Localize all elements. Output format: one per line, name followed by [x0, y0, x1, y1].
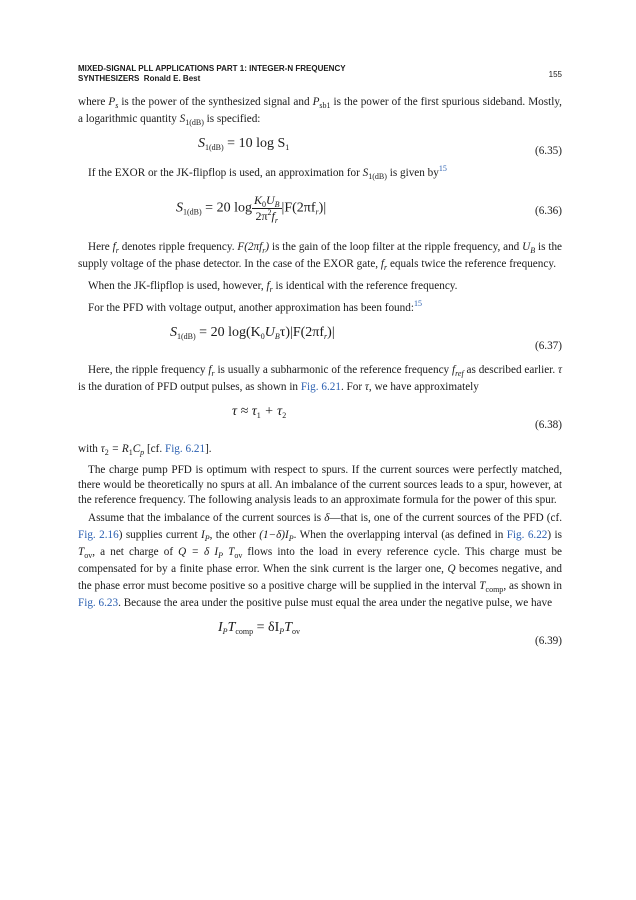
paragraph-5: For the PFD with voltage output, another approximation has been found:$^{15}$ [88, 299, 422, 314]
paragraph-2: If the EXOR or the JK-flipflop is used, an approximation for $S_{1(dB)}$ is given $by^{15}$ [88, 164, 447, 181]
page-body [78, 94, 562, 657]
equation-number: (6.37) [534, 340, 562, 352]
equation-number: (6.36) [534, 205, 562, 217]
equation-6-35: $S_{1(dB)} = 10$ $\log S_1$ (6.35) [78, 133, 562, 159]
paragraph-1: where $P_s$ is the power of the synthesized signal and $P_{sb1}$ is the power of the first spurious sideband. Mostly, a logarithmic quantity $S_{1(dB)}$ is specified: [78, 96, 562, 127]
header-title-line1: MIXED-SIGNAL PLL APPLICATIONS PART 1: INTEGER-N FREQUENCY [78, 64, 346, 73]
paragraph-8: The charge pump PFD is optimum with respect to spurs. If the current sources were perfectly matched, there would be theoretically no spurs at all. An imbalance of the current sources leads to a spur, however, at the reference frequency. The following analysis leads to an approximate formula for the power of this spur. [78, 464, 562, 506]
page-number: 155 [548, 70, 562, 79]
paragraph-7: with $\tau_2 = R_1C_p$ [cf. Fig. 6.21]. [78, 443, 212, 457]
equation-6-36: $S_{1(dB)} = 20$ log $\frac{K_0U_B}{2\pi^2f_r}$ $|F(2\pi f_r)|$ (6.36) [176, 193, 562, 225]
equation-6-38: $\tau \approx \tau_1 + \tau_2$ (6.38) [78, 401, 562, 435]
fig-6-21-link[interactable]: Fig. 6.21 [300, 381, 341, 393]
paragraph-9: Assume that the imbalance of the current sources is δ—that is, one of the current sources of the PFD (cf. Fig. 2.16) supplies current $I_P$, the other $(1-\delta)I_P$. When the overlapping interval (as defined in Fig. 6.22) is $T_{ov}$, a net charge of Q = δ $I_P$ $T_{ov}$ flows into the load in every reference cycle. This charge must be compensated for by a finite phase error. When the sink current is the larger one, Q becomes negative, and the phase error must become positive so a positive charge will be supplied in the interval $T_{comp}$, as shown in Fig. 6.23. Because the area under the positive pulse must equal the area under the negative pulse, we have [78, 512, 563, 609]
fig-6-21-link[interactable]: Fig. 6.21 [164, 443, 206, 455]
fig-2-16-link[interactable]: Fig. 2.16 [78, 529, 119, 541]
paragraph-6: Here, the ripple frequency $f_r$ is usually a subharmonic of the reference frequency $f_{ref}$ as described earlier. τ is the duration of PFD output pulses, as shown in Fig. 6.21. For τ, we have approximately [78, 364, 562, 393]
equation-number: (6.39) [534, 635, 562, 647]
paragraph-3: Here $f_r$ denotes ripple frequency. $F(2\pi f_r)$ is the gain of the loop filter at the ripple frequency, and $U_B$ is the supply voltage of the phase detector. In the case of the EXOR gate, $f_r$ equals twice the reference frequency. [78, 241, 562, 272]
header-title-line2 [78, 74, 562, 84]
paragraph-4: When the JK-flipflop is used, however, $f_r$ is identical with the reference frequency. [88, 280, 458, 294]
fig-6-23-link[interactable]: Fig. 6.23 [78, 597, 119, 609]
fig-6-22-link[interactable]: Fig. 6.22 [506, 529, 548, 541]
fraction: $\frac{K_0U_B}{2\pi^2f_r}$ [253, 193, 280, 225]
header-title-line2-text: SYNTHESIZERS [78, 74, 140, 83]
equation-number: (6.38) [534, 419, 562, 431]
citation-15[interactable]: 15 [413, 299, 422, 308]
header-author: Ronald E. Best [143, 74, 201, 83]
equation-6-37: $S_{1(dB)} = 20$ $\log(K_0U_B\tau)|F(2\pi f_r)|$ (6.37) [78, 322, 562, 356]
equation-number: (6.35) [534, 145, 562, 157]
equation-6-39: $I_PT_{comp} = \delta I_PT_{ov}$ (6.39) [78, 617, 562, 651]
running-header [78, 64, 562, 84]
citation-15[interactable]: 15 [438, 164, 447, 173]
